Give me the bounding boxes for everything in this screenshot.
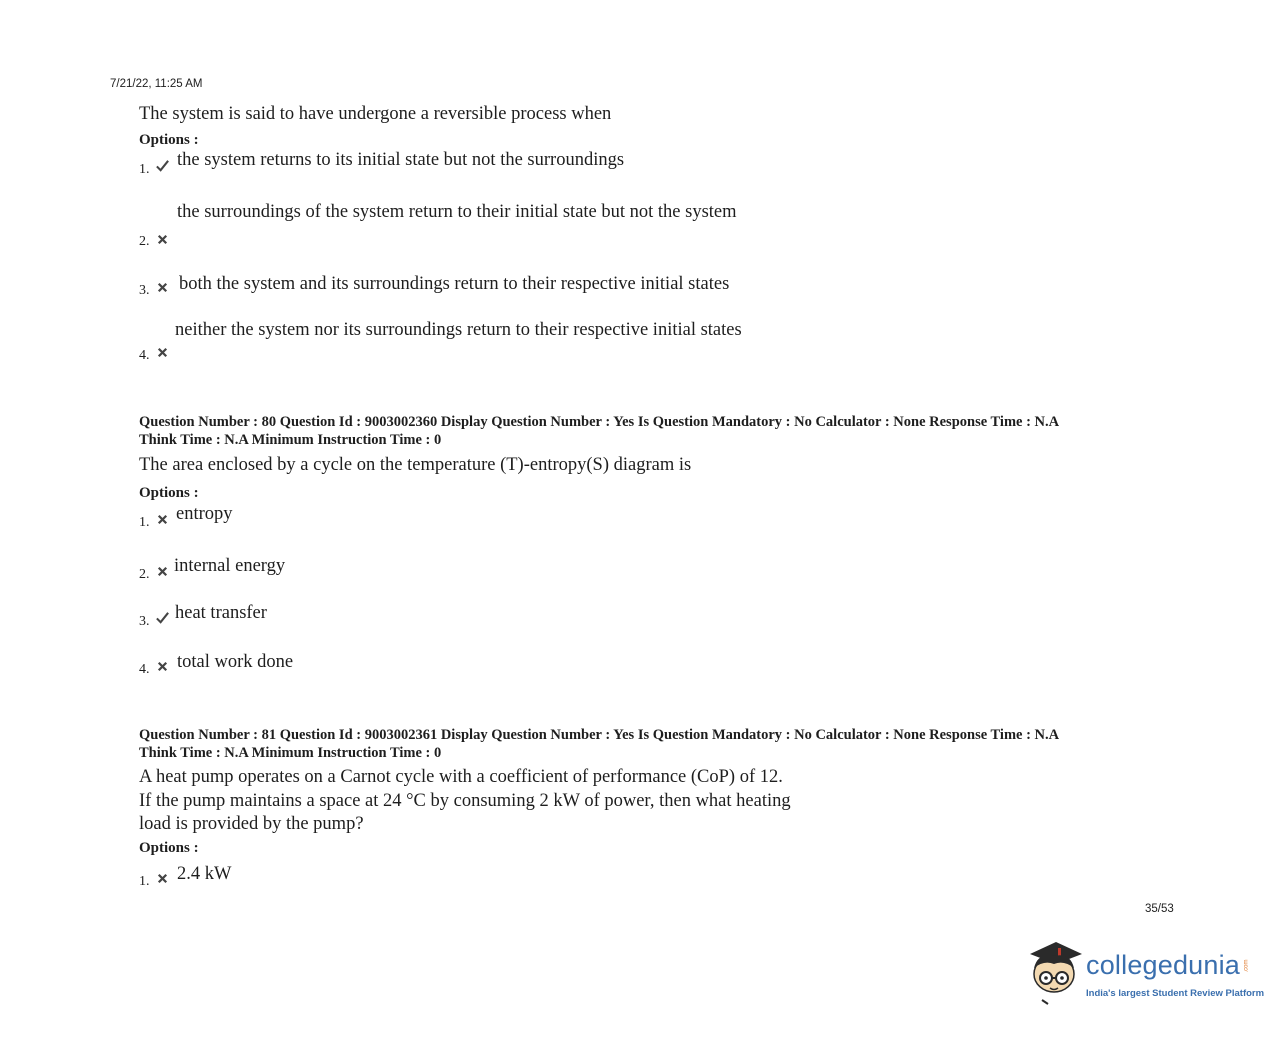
q81-meta-line-2: Think Time : N.A Minimum Instruction Time : 0 [139,745,442,761]
mascot-logo-icon [1024,938,1086,1008]
q80-option-3-text: heat transfer [175,603,267,623]
cross-icon [155,232,170,247]
q80-meta-line-1: Question Number : 80 Question Id : 9003002360 Display Question Number : Yes Is Question Mandatory : No Calculator : None Response Time : N.A [139,414,1060,430]
cross-icon [155,280,170,295]
q80-meta-line-2: Think Time : N.A Minimum Instruction Time : 0 [139,432,442,448]
q79-option-3-text: both the system and its surroundings return to their respective initial states [179,274,730,294]
q81-options-label: Options : [139,840,199,856]
page-number: 35/53 [1145,903,1174,915]
cross-icon [155,512,170,527]
cross-icon [155,564,170,579]
brand-tagline: India's largest Student Review Platform [1086,988,1265,999]
print-timestamp: 7/21/22, 11:25 AM [110,78,203,90]
q80-option-4-text: total work done [177,652,294,672]
cross-icon [155,659,170,674]
question-81-text-line-1: A heat pump operates on a Carnot cycle with a coefficient of performance (CoP) of 12. [139,767,783,787]
brand-suffix: .com [1243,959,1250,973]
q79-option-4-number: 4. [139,348,150,363]
q79-option-1-number: 1. [139,162,150,177]
q79-option-2-text: the surroundings of the system return to their initial state but not the system [177,202,737,222]
brand-name: collegedunia [1086,950,1241,980]
q79-option-3-number: 3. [139,283,150,298]
question-80-text: The area enclosed by a cycle on the temperature (T)-entropy(S) diagram is [139,455,692,475]
q79-options-label: Options : [139,132,199,148]
check-icon [155,158,170,173]
question-81-text-line-2: If the pump maintains a space at 24 °C by consuming 2 kW of power, then what heating [139,791,791,811]
q80-option-1-number: 1. [139,515,150,530]
q80-option-2-number: 2. [139,567,150,582]
q80-option-4-number: 4. [139,662,150,677]
check-icon [155,610,170,625]
q80-option-1-text: entropy [176,504,233,524]
q79-option-2-number: 2. [139,234,150,249]
q80-options-label: Options : [139,485,199,501]
q81-option-1-text: 2.4 kW [177,864,232,884]
cross-icon [155,871,170,886]
q79-option-1-text: the system returns to its initial state but not the surroundings [177,150,625,170]
q79-option-4-text: neither the system nor its surroundings return to their respective initial states [175,320,742,340]
q81-option-1-number: 1. [139,874,150,889]
q80-option-2-text: internal energy [174,556,286,576]
q80-option-3-number: 3. [139,614,150,629]
question-81-text-line-3: load is provided by the pump? [139,814,364,834]
question-79-text: The system is said to have undergone a reversible process when [139,104,612,124]
cross-icon [155,345,170,360]
q81-meta-line-1: Question Number : 81 Question Id : 9003002361 Display Question Number : Yes Is Question Mandatory : No Calculator : None Response Time : N.A [139,727,1060,743]
